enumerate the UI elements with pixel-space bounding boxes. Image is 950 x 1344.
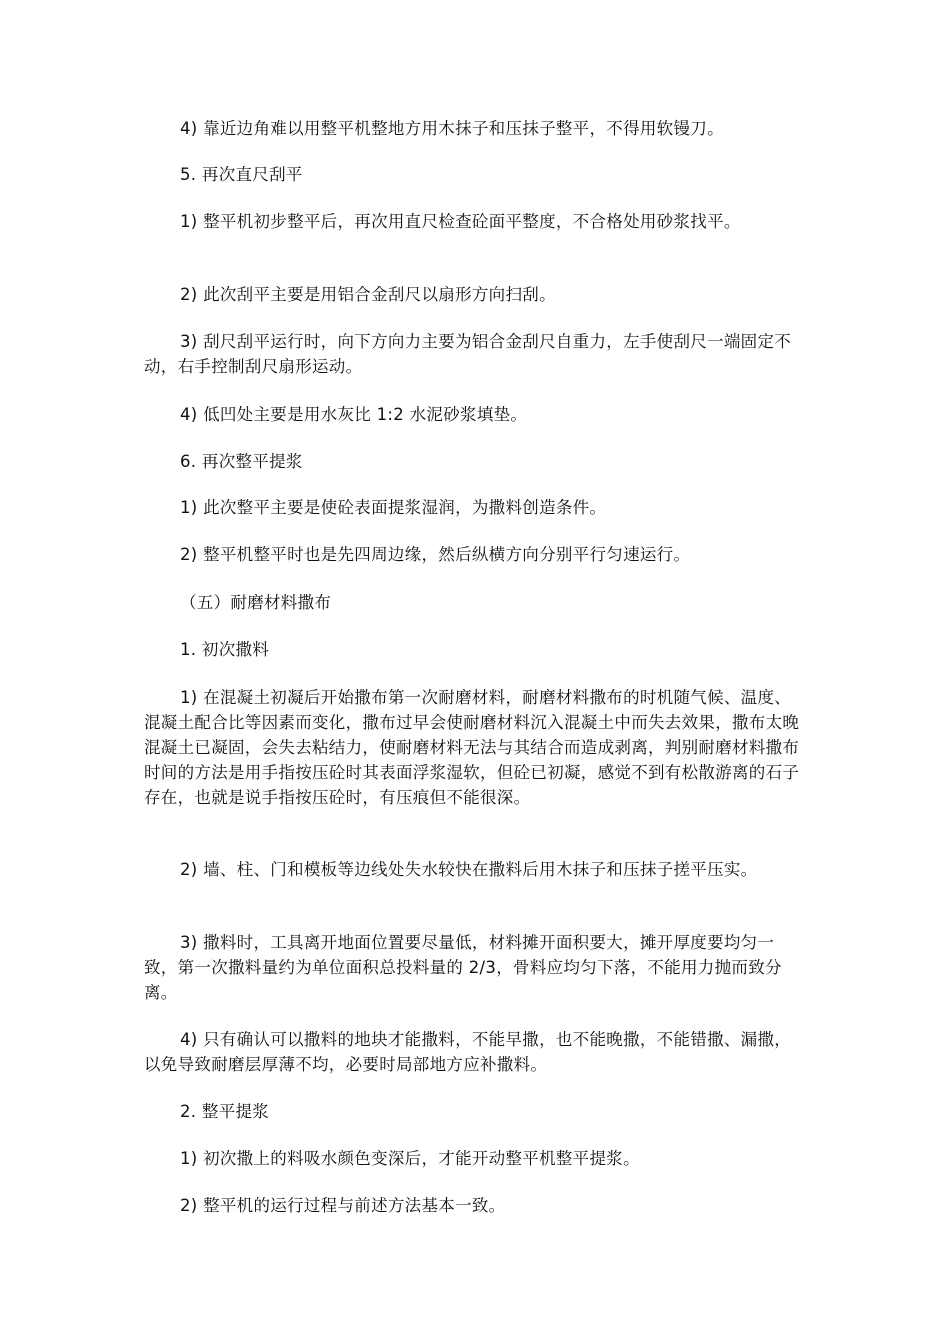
- heading-level-float: 2. 整平提浆: [180, 1102, 270, 1121]
- paragraph-spread-method: 3) 撒料时，工具离开地面位置要尽量低，材料摊开面积要大，摊开厚度要均匀一致，第一次撒料量约为单位面积总投料量的 2/3，骨料应均匀下落，不能用力抛而致分离。: [144, 933, 782, 1002]
- heading-level-again: 6. 再次整平提浆: [180, 452, 303, 471]
- heading-straightedge-again: 5. 再次直尺刮平: [180, 165, 303, 184]
- heading-first-spread: 1. 初次撒料: [180, 640, 270, 659]
- paragraph-spread-confirm: 4) 只有确认可以撒料的地块才能撒料，不能早撒，也不能晚撒，不能错撒、漏撒，以免导致耐磨层厚薄不均，必要时局部地方应补撒料。: [144, 1030, 792, 1074]
- paragraph-spread-timing: 1) 在混凝土初凝后开始撒布第一次耐磨材料，耐磨材料撒布的时机随气候、温度、混凝土配合比等因素而变化，撒布过早会使耐磨材料沉入混凝土中而失去效果，撒布太晚混凝土已凝固，会失去粘结力，使耐磨材料无法与其结合而造成剥离，判别耐磨材料撒布时间的方法是用手指按压砼时其表面浮浆湿软，但砼已初凝，感觉不到有松散游离的石子存在，也就是说手指按压砼时，有压痕但不能很深。: [144, 688, 800, 807]
- paragraph-color-change: 1) 初次撒上的料吸水颜色变深后，才能开动整平机整平提浆。: [180, 1149, 640, 1168]
- paragraph-scrape-force: 3) 刮尺刮平运行时，向下方向力主要为铝合金刮尺自重力，左手使刮尺一端固定不动，右手控制刮尺扇形运动。: [144, 332, 792, 376]
- section-heading-spreading: （五）耐磨材料撒布: [180, 593, 332, 612]
- paragraph-low-spots: 4) 低凹处主要是用水灰比 1:2 水泥砂浆填垫。: [180, 405, 528, 424]
- paragraph-check-flatness: 1) 整平机初步整平后，再次用直尺检查砼面平整度，不合格处用砂浆找平。: [180, 212, 741, 231]
- paragraph-machine-order: 2) 整平机整平时也是先四周边缘，然后纵横方向分别平行匀速运行。: [180, 545, 691, 564]
- paragraph-fan-scrape: 2) 此次刮平主要是用铝合金刮尺以扇形方向扫刮。: [180, 285, 556, 304]
- paragraph-surface-wet: 1) 此次整平主要是使砼表面提浆湿润，为撒料创造条件。: [180, 498, 607, 517]
- paragraph-machine-process: 2) 整平机的运行过程与前述方法基本一致。: [180, 1196, 506, 1215]
- paragraph-edges: 2) 墙、柱、门和模板等边线处失水较快在撒料后用木抹子和压抹子搓平压实。: [180, 860, 758, 879]
- paragraph-corner-trowel: 4) 靠近边角难以用整平机整地方用木抹子和压抹子整平，不得用软镘刀。: [180, 119, 724, 138]
